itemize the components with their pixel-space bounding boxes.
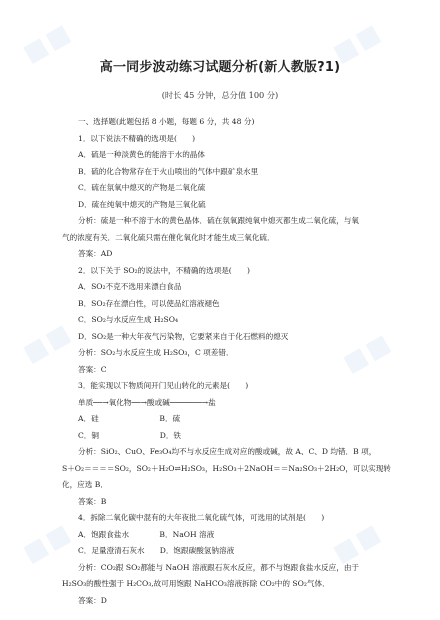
watermark-mark: ▪▪ (332, 320, 400, 384)
text-line: 答案：B (78, 496, 107, 506)
text-line: A．SO₂不克不选用来漂白食品 (78, 282, 182, 291)
document-body (62, 114, 391, 609)
text-line: 答案：C (78, 364, 107, 374)
text-line: 化，应选 B． (62, 480, 108, 489)
text-line: B．SO₂存在漂白性，可以使品红溶液褪色 (78, 298, 220, 308)
text-line: S＋O₂＝＝＝＝SO₂，SO₂＋H₂O⇌H₂SO₃，H₂SO₃＋2NaOH＝＝Na₂SO₃＋2H₂O，可以实现转 (62, 463, 391, 473)
text-line: 1．以下说法不精确的选项是( ) (78, 133, 196, 143)
text-line: A．硅 B．硫 (78, 414, 181, 423)
page-subtitle: (时长 45 分钟，总分值 100 分) (161, 90, 279, 100)
text-line: D．硫在纯氧中熄灭的产物是三氧化硫 (78, 199, 206, 209)
text-line: 分析：硫是一种不溶于水的黄色晶体．硫在氛氧跟纯氧中熄灭都生成二氧化硫，与氧 (78, 216, 359, 225)
text-line: 分析：SO₂与水反应生成 H₂SO₃，C 项差错． (78, 348, 234, 357)
text-line: 答案：D (78, 595, 107, 605)
text-line: 气的浓度有关．二氧化硫只需在催化氧化时才能生成三氧化硫． (62, 232, 275, 242)
text-line: C．硫在氛氧中熄灭的产物是二氧化硫 (78, 183, 206, 192)
text-line: 3．能实现以下物质间开门见山转化的元素是( ) (78, 381, 249, 390)
text-line: C．足量澄清石灰水 D．饱跟碳酸氢钠溶液 (78, 546, 235, 555)
text-line: A．饱跟食盐水 B．NaOH 溶液 (78, 529, 215, 539)
text-line: H₂SO₃的酸性强于 H₂CO₃,故可用饱跟 NaHCO₃溶液拆除 CO₂中的 SO₂气体． (62, 579, 330, 588)
text-line: 4．拆除二氧化碳中混有的大年夜批二氧化硫气体，可选用的试剂是( ) (78, 513, 325, 522)
text-line: 2．以下关于 SO₂的说法中，不精确的选项是( ) (78, 265, 250, 275)
text-line: 分析：CO₂跟 SO₂都能与 NaOH 溶液跟石灰水反应，都不与饱跟食盐水反应，由于 (78, 562, 360, 572)
text-line: 答案：AD (78, 249, 113, 258)
text-line: 单质──→氧化物──→酸或碱───────→盐 (78, 397, 216, 407)
text-line: C．铜 D．铁 (78, 430, 182, 440)
text-line: B．硫的化合物常存在于火山喷出的气体中跟矿泉水里 (78, 166, 259, 176)
page-title: 高一同步波动练习试题分析(新人教版?1) (99, 60, 341, 75)
text-line: D．SO₂是一种大年夜气污染物，它要紧来自于化石燃料的熄灭 (78, 331, 289, 341)
watermark-mark: ▪▪ (322, 10, 390, 74)
text-line: 分析：SiO₂、CuO、Fe₃O₄均不与水反应生成对应的酸或碱，故 A、C、D 均错．B 项， (78, 447, 377, 456)
text-line: C．SO₂与水反应生成 H₂SO₄ (78, 315, 178, 324)
watermark-mark: ▪▪ (12, 510, 80, 574)
text-line: A．硫是一种淡黄色的能溶于水的晶体 (78, 150, 205, 159)
watermark-mark: ▪▪ (12, 310, 80, 374)
watermark-mark: ▪▪ (12, 10, 80, 74)
watermark-mark: ▪▪ (322, 510, 390, 574)
text-line: 一、选择题(此题包括 8 小题，每题 6 分，共 48 分) (78, 117, 255, 126)
